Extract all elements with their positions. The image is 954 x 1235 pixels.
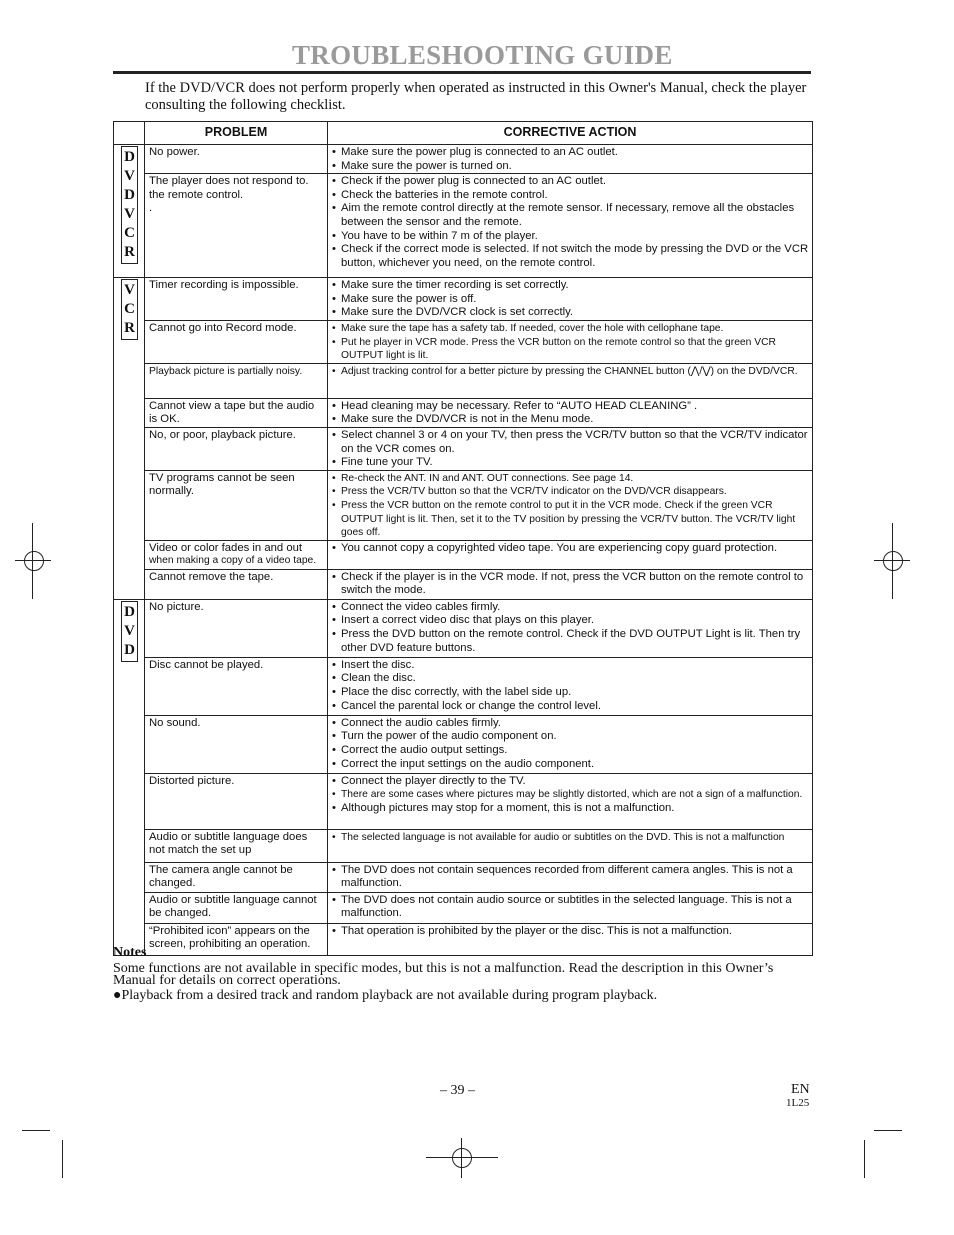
header-problem: PROBLEM [145,122,328,145]
problem-text: The player does not respond to. the remote control. . [149,175,309,215]
section-label-letter: D [124,149,135,165]
problem-cell [145,540,328,569]
problem-text: “Prohibited icon” appears on the screen, prohibiting an operation. [149,924,311,951]
action-item: • Make sure the DVD/VCR clock is set correctly. [332,306,809,320]
problem-cell [145,773,328,829]
action-cell [328,862,813,892]
action-item: • Check if the correct mode is selected. If not switch the mode by pressing the DVD or the VCR button, whichever you need, on the remote control. [332,243,809,270]
header-blank [114,122,145,145]
problem-cell [145,599,328,657]
table-row [114,278,813,321]
problem-text: The camera angle cannot be changed. [149,863,293,890]
action-cell [328,569,813,599]
table-row [114,398,813,427]
problem-text: Cannot view a tape but the audio is OK. [149,399,315,426]
action-item: • The DVD does not contain sequences recorded from different camera angles. This is not a malfunction. [332,864,809,891]
action-list [332,542,809,556]
section-label-letter: R [124,244,135,260]
title-rule [113,71,811,74]
table-row [114,363,813,398]
action-list [332,601,809,655]
problem-text: Playback picture is partially noisy. [149,365,303,377]
problem-cell [145,470,328,540]
problem-cell [145,427,328,470]
action-item: • Cancel the parental lock or change the control level. [332,700,809,714]
action-cell [328,657,813,715]
action-item: • Insert a correct video disc that plays on this player. [332,614,809,628]
action-item: • Make sure the power is turned on. [332,160,809,174]
problem-text: No power. [149,146,200,158]
action-cell [328,923,813,955]
action-item: • Check the batteries in the remote control. [332,189,809,203]
table-row [114,320,813,363]
action-cell [328,363,813,398]
section-label-box [121,601,138,662]
table-row [114,657,813,715]
table-row [114,569,813,599]
problem-text: Audio or subtitle language does not match the set up [149,830,308,857]
action-item: • The selected language is not available for audio or subtitles on the DVD. This is not a malfunction [332,831,809,845]
notes-heading: Notes [113,945,147,960]
section-label-letter: D [124,187,135,203]
action-item: • Re-check the ANT. IN and ANT. OUT connections. See page 14. [332,472,809,486]
problem-text: Cannot go into Record mode. [149,321,297,334]
page-title: TROUBLESHOOTING GUIDE [292,40,673,70]
action-item: • Select channel 3 or 4 on your TV, then press the VCR/TV button so that the VCR/TV indicator on the VCR comes on. [332,429,809,456]
action-list [332,175,809,270]
action-list [332,864,809,891]
header-action: CORRECTIVE ACTION [328,122,813,145]
action-item: • Insert the disc. [332,659,809,673]
table-row [114,174,813,278]
table-row [114,773,813,829]
action-cell [328,470,813,540]
action-cell [328,320,813,363]
section-label-letter: V [124,206,135,222]
problem-text: Distorted picture. [149,774,235,787]
action-item: • Clean the disc. [332,672,809,686]
action-item: • Connect the video cables firmly. [332,601,809,615]
problem-text: No, or poor, playback picture. [149,428,296,441]
action-item: • There are some cases where pictures may be slightly distorted, which are not a sign of a malfunction. [332,788,809,802]
problem-cell [145,862,328,892]
action-list [332,400,809,427]
action-list [332,659,809,713]
action-cell [328,398,813,427]
action-item: • Make sure the DVD/VCR is not in the Menu mode. [332,413,809,427]
section-label-letter: V [124,168,135,184]
problem-text: Disc cannot be played. [149,658,264,671]
action-cell [328,145,813,174]
action-item: • Adjust tracking control for a better picture by pressing the CHANNEL button (⋀/⋁) on the DVD/VCR. [332,365,809,379]
table-row [114,892,813,923]
action-cell [328,715,813,773]
action-list [332,571,809,598]
action-item: • Connect the player directly to the TV. [332,775,809,789]
table-row [114,829,813,862]
action-item: • Make sure the tape has a safety tab. If needed, cover the hole with cellophane tape. [332,322,809,336]
action-cell [328,829,813,862]
table-row [114,145,813,174]
section-label-letter: V [124,282,135,299]
problem-cell [145,923,328,955]
action-item: • Correct the audio output settings. [332,744,809,758]
action-list [332,717,809,771]
action-item: • Fine tune your TV. [332,456,809,470]
action-list [332,775,809,816]
problem-cell [145,829,328,862]
problem-cell [145,363,328,398]
action-item: • Make sure the power is off. [332,293,809,307]
action-item: • Turn the power of the audio component on. [332,730,809,744]
table-row [114,470,813,540]
intro-text: If the DVD/VCR does not perform properly when operated as instructed in this Owner's Manual, check the player consulting the following checklist. [145,80,807,113]
table-row [114,715,813,773]
action-item: • Make sure the timer recording is set correctly. [332,279,809,293]
section-label-box [121,146,138,264]
table-row [114,923,813,955]
notes-body: Some functions are not available in specific modes, but this is not a malfunction. Read the description in this Owner’s Manual for details on correct operations. [113,961,774,988]
problem-text: No picture. [149,600,204,613]
action-list [332,472,809,540]
action-cell [328,773,813,829]
language-code: EN [791,1082,810,1097]
action-item: • Head cleaning may be necessary. Refer to “AUTO HEAD CLEANING” . [332,400,809,414]
action-list [332,322,809,363]
section-label-letter: V [124,622,135,639]
action-list [332,146,809,173]
problem-cell [145,145,328,174]
problem-cell [145,569,328,599]
section-label-box [121,279,138,340]
action-list [332,279,809,320]
action-item: • Check if the power plug is connected to an AC outlet. [332,175,809,189]
action-cell [328,427,813,470]
action-item: • Although pictures may stop for a moment, this is not a malfunction. [332,802,809,816]
action-item: • Press the VCR button on the remote control to put it in the VCR mode. Check if the green VCR OUTPUT light is lit. Then, set it to the TV position by pressing the VCR/TV button. The VCR/TV light goes off. [332,499,809,540]
problem-text: Audio or subtitle language cannot be changed. [149,893,317,920]
section-label-letter: D [124,641,135,658]
action-list [332,365,809,379]
action-item: • Press the VCR/TV button so that the VCR/TV indicator on the DVD/VCR disappears. [332,485,809,499]
action-list [332,925,809,939]
section-label-letter: C [124,225,135,241]
problem-text: Timer recording is impossible. [149,279,299,292]
action-item: • You cannot copy a copyrighted video tape. You are experiencing copy guard protection. [332,542,809,556]
action-list [332,429,809,470]
problem-cell [145,398,328,427]
action-item: • Make sure the power plug is connected to an AC outlet. [332,146,809,160]
action-cell [328,892,813,923]
table-row [114,540,813,569]
problem-cell [145,892,328,923]
action-cell [328,599,813,657]
section-label [114,145,145,278]
action-list [332,894,809,921]
section-label [114,599,145,955]
action-cell [328,540,813,569]
problem-text: No sound. [149,716,201,729]
action-item: • That operation is prohibited by the player or the disc. This is not a malfunction. [332,925,809,939]
action-item: • Check if the player is in the VCR mode. If not, press the VCR button on the remote control to switch the mode. [332,571,809,598]
section-label-letter: C [124,301,135,318]
action-item: • The DVD does not contain audio source or subtitles in the selected language. This is not a malfunction. [332,894,809,921]
problem-cell [145,715,328,773]
notes-bullet: ●Playback from a desired track and random playback are not available during program playback. [113,988,658,1003]
action-cell [328,278,813,321]
problem-cell [145,320,328,363]
action-item: • Press the DVD button on the remote control. Check if the DVD OUTPUT Light is lit. Then try other DVD feature buttons. [332,628,809,655]
section-label [114,278,145,600]
table-row [114,862,813,892]
action-item: • Place the disc correctly, with the label side up. [332,686,809,700]
problem-text: TV programs cannot be seen normally. [149,471,295,498]
section-label-letter: D [124,603,135,620]
problem-text: Video or color fades in and out [149,541,303,554]
page-number: – 39 – [440,1083,475,1098]
action-item: • Correct the input settings on the audio component. [332,758,809,772]
problem-cell [145,278,328,321]
problem-cell [145,174,328,278]
section-label-letter: R [124,320,135,337]
problem-subtext: when making a copy of a video tape. [149,555,317,567]
problem-text: Cannot remove the tape. [149,570,274,583]
action-item: • Connect the audio cables firmly. [332,717,809,731]
action-list [332,831,809,845]
action-item: • Aim the remote control directly at the remote sensor. If necessary, remove all the obstacles between the sensor and the remote. [332,202,809,229]
table-row [114,599,813,657]
action-cell [328,174,813,278]
action-item: • You have to be within 7 m of the player. [332,230,809,244]
table-row [114,427,813,470]
action-item: • Put he player in VCR mode. Press the VCR button on the remote control so that the green VCR OUTPUT light is lit. [332,336,809,363]
problem-cell [145,657,328,715]
document-code: 1L25 [786,1097,810,1109]
troubleshooting-table [113,121,813,956]
